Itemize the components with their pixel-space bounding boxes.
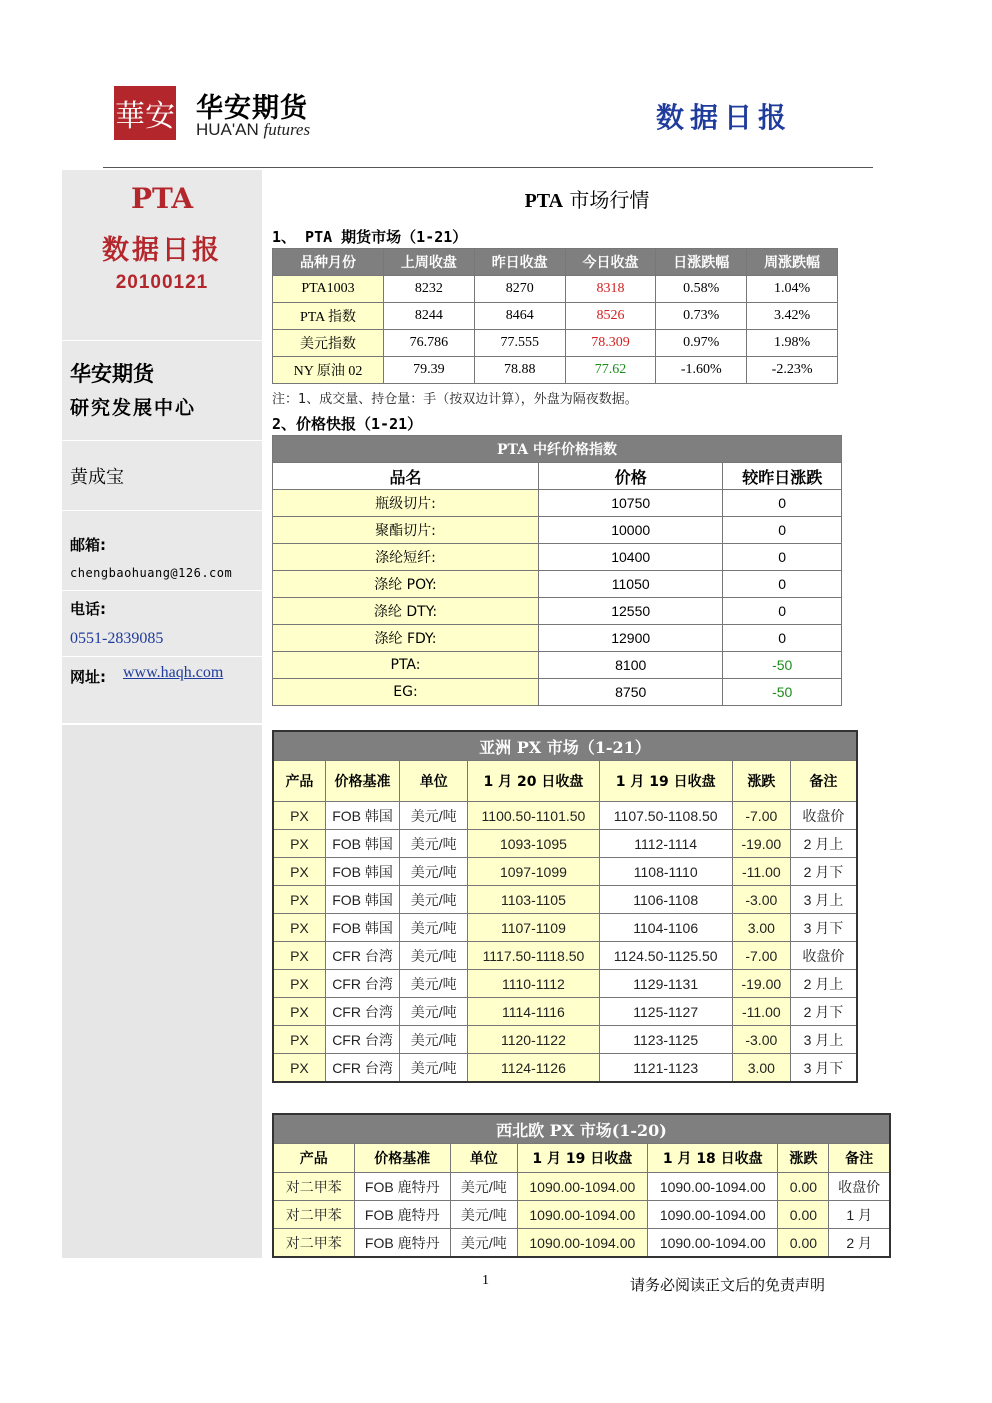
- sidebar-product: PTA: [130, 182, 194, 215]
- table-cell: 1093-1095: [468, 830, 599, 858]
- table-cell: 0.00: [778, 1229, 829, 1258]
- column-header: 品名: [273, 463, 539, 490]
- table-cell: -3.00: [732, 1026, 790, 1054]
- table-cell: 1090.00-1094.00: [648, 1201, 778, 1229]
- column-header: 1 月 20 日收盘: [468, 761, 599, 802]
- column-header: 价格基准: [354, 1144, 450, 1173]
- table-cell: 对二甲苯: [273, 1201, 354, 1229]
- table-cell: 聚酯切片:: [273, 517, 539, 544]
- column-header: 1 月 18 日收盘: [648, 1144, 778, 1173]
- table-cell: 1097-1099: [468, 858, 599, 886]
- futures-table: [272, 248, 838, 384]
- table-cell: 0: [723, 490, 842, 517]
- table-cell: 2 月下: [790, 858, 857, 886]
- table-row: [273, 830, 857, 858]
- table-row: [273, 886, 857, 914]
- company-name-en-b: futures: [263, 120, 311, 139]
- table-cell: 1123-1125: [599, 1026, 732, 1054]
- table-cell: NY 原油 02: [273, 357, 384, 384]
- column-header: 价格基准: [325, 761, 399, 802]
- table-cell: 12900: [539, 625, 723, 652]
- table-cell: 8526: [565, 303, 656, 330]
- table-cell: PX: [273, 830, 325, 858]
- table-cell: 对二甲苯: [273, 1229, 354, 1258]
- table-cell: 美元/吨: [400, 858, 468, 886]
- table-row: [273, 1229, 890, 1258]
- column-header: 今日收盘: [565, 249, 656, 276]
- table-cell: 1112-1114: [599, 830, 732, 858]
- table-cell: 1104-1106: [599, 914, 732, 942]
- table-cell: 79.39: [384, 357, 475, 384]
- table-cell: 1117.50-1118.50: [468, 942, 599, 970]
- company-logo-seal: 華安: [114, 86, 176, 140]
- table-cell: 1090.00-1094.00: [517, 1201, 647, 1229]
- table-cell: 8270: [474, 276, 565, 303]
- table-cell: 3.42%: [747, 303, 838, 330]
- email-label: 邮箱:: [70, 536, 106, 554]
- table-cell: 3 月上: [790, 886, 857, 914]
- price-index-table: [272, 435, 842, 706]
- table-cell: 10000: [539, 517, 723, 544]
- table-row: [273, 544, 842, 571]
- sidebar-divider: [62, 510, 262, 511]
- sidebar-divider: [62, 590, 262, 591]
- table-cell: 美元/吨: [450, 1201, 517, 1229]
- table-row: [273, 914, 857, 942]
- table-header-row: [273, 249, 838, 276]
- sidebar-author: 黄成宝: [70, 467, 124, 488]
- table-cell: FOB 韩国: [325, 914, 399, 942]
- table-caption: 西北欧 PX 市场(1-20): [273, 1114, 890, 1144]
- sidebar-separator: [62, 723, 262, 725]
- page-number: 1: [482, 1273, 489, 1288]
- table-cell: CFR 台湾: [325, 942, 399, 970]
- disclaimer-note: 请务必阅读正文后的免责声明: [630, 1276, 826, 1294]
- table-cell: -3.00: [732, 886, 790, 914]
- table-cell: 8318: [565, 276, 656, 303]
- table-cell: 1120-1122: [468, 1026, 599, 1054]
- table-cell: FOB 韩国: [325, 886, 399, 914]
- table-cell: PX: [273, 1054, 325, 1083]
- table-cell: 1107.50-1108.50: [599, 802, 732, 830]
- table-cell: 美元/吨: [400, 830, 468, 858]
- table-row: [273, 517, 842, 544]
- table-cell: 收盘价: [790, 942, 857, 970]
- table-cell: FOB 鹿特丹: [354, 1229, 450, 1258]
- table-row: [273, 802, 857, 830]
- table-cell: -11.00: [732, 998, 790, 1026]
- table-cell: 1114-1116: [468, 998, 599, 1026]
- table-cell: 3 月上: [790, 1026, 857, 1054]
- table-cell: 76.786: [384, 330, 475, 357]
- table-cell: PTA1003: [273, 276, 384, 303]
- table-cell: FOB 韩国: [325, 858, 399, 886]
- table-cell: 8464: [474, 303, 565, 330]
- table-cell: 78.309: [565, 330, 656, 357]
- table-row: [273, 1201, 890, 1229]
- table-cell: PX: [273, 858, 325, 886]
- table-cell: 美元/吨: [400, 802, 468, 830]
- table-cell: 美元/吨: [400, 970, 468, 998]
- table-cell: 78.88: [474, 357, 565, 384]
- table-cell: 1106-1108: [599, 886, 732, 914]
- table-cell: -7.00: [732, 942, 790, 970]
- table-cell: -11.00: [732, 858, 790, 886]
- section-heading-price: 2、价格快报（1-21）: [272, 415, 423, 433]
- table-cell: 1090.00-1094.00: [648, 1173, 778, 1201]
- table-cell: FOB 韩国: [325, 830, 399, 858]
- table-cell: FOB 韩国: [325, 802, 399, 830]
- phone-value: 0551-2839085: [70, 630, 164, 647]
- table-cell: 3.00: [732, 914, 790, 942]
- column-header: 产品: [273, 1144, 354, 1173]
- sidebar-divider: [62, 340, 262, 341]
- sidebar-divider: [62, 656, 262, 657]
- table-cell: 对二甲苯: [273, 1173, 354, 1201]
- table-cell: 2 月: [829, 1229, 890, 1258]
- table-cell: 0: [723, 625, 842, 652]
- table-row: [273, 625, 842, 652]
- table-cell: 1.98%: [747, 330, 838, 357]
- table-cell: 1090.00-1094.00: [648, 1229, 778, 1258]
- table-cell: 8232: [384, 276, 475, 303]
- table-cell: 0.00: [778, 1173, 829, 1201]
- table-cell: 收盘价: [829, 1173, 890, 1201]
- column-header: 产品: [273, 761, 325, 802]
- sidebar-org-dept: 研究发展中心: [70, 397, 197, 419]
- section-heading-futures: 1、 PTA 期货市场（1-21）: [272, 228, 468, 246]
- table-row: [273, 679, 842, 706]
- table-cell: 瓶级切片:: [273, 490, 539, 517]
- table-cell: 8244: [384, 303, 475, 330]
- table-cell: 1108-1110: [599, 858, 732, 886]
- table-cell: CFR 台湾: [325, 1026, 399, 1054]
- table-cell: 2 月上: [790, 970, 857, 998]
- table-cell: 0: [723, 544, 842, 571]
- column-header: 较昨日涨跌: [723, 463, 842, 490]
- table-row: [273, 276, 838, 303]
- table-cell: 美元/吨: [400, 886, 468, 914]
- column-header: 日涨跌幅: [656, 249, 747, 276]
- table-cell: 77.62: [565, 357, 656, 384]
- table-cell: 1124-1126: [468, 1054, 599, 1083]
- column-header: 备注: [829, 1144, 890, 1173]
- table-row: [273, 942, 857, 970]
- sidebar-date: 20100121: [115, 272, 209, 293]
- table-cell: -7.00: [732, 802, 790, 830]
- table-row: [273, 858, 857, 886]
- table-cell: 涤纶 DTY:: [273, 598, 539, 625]
- table-cell: PTA 指数: [273, 303, 384, 330]
- sidebar-report-name: 数据日报: [102, 235, 222, 266]
- table-cell: 0.58%: [656, 276, 747, 303]
- column-header: 周涨跌幅: [747, 249, 838, 276]
- table-cell: 8100: [539, 652, 723, 679]
- table-cell: 0.97%: [656, 330, 747, 357]
- table-row: [273, 598, 842, 625]
- table-cell: 收盘价: [790, 802, 857, 830]
- table-cell: EG:: [273, 679, 539, 706]
- table-cell: 0: [723, 517, 842, 544]
- table-cell: 美元/吨: [450, 1173, 517, 1201]
- table-cell: 1129-1131: [599, 970, 732, 998]
- table-cell: FOB 鹿特丹: [354, 1173, 450, 1201]
- table-cell: 美元/吨: [450, 1229, 517, 1258]
- column-header: 涨跌: [732, 761, 790, 802]
- table-row: [273, 303, 838, 330]
- table-cell: 8750: [539, 679, 723, 706]
- table-cell: 11050: [539, 571, 723, 598]
- main-title: [272, 184, 902, 213]
- report-title: 数据日报: [656, 101, 793, 134]
- column-header: 上周收盘: [384, 249, 475, 276]
- table-row: [273, 1026, 857, 1054]
- table-row: [273, 1054, 857, 1083]
- table-cell: 美元/吨: [400, 998, 468, 1026]
- table-note: 注：1、成交量、持仓量：手（按双边计算），外盘为隔夜数据。: [272, 392, 638, 407]
- table-row: [273, 970, 857, 998]
- column-header: 涨跌: [778, 1144, 829, 1173]
- table-cell: -50: [723, 679, 842, 706]
- table-cell: PX: [273, 970, 325, 998]
- table-cell: 3 月下: [790, 1054, 857, 1083]
- table-cell: PX: [273, 1026, 325, 1054]
- table-header-row: [273, 1144, 890, 1173]
- company-name-cn: 华安期货: [196, 93, 308, 124]
- table-cell: 美元/吨: [400, 1026, 468, 1054]
- asia-px-table: [272, 730, 858, 1083]
- table-cell: 涤纶 FDY:: [273, 625, 539, 652]
- table-cell: 10750: [539, 490, 723, 517]
- table-header-row: [273, 761, 857, 802]
- table-caption: 亚洲 PX 市场（1-21）: [273, 731, 857, 761]
- main-title-text: 市场行情: [563, 188, 650, 212]
- table-cell: 1100.50-1101.50: [468, 802, 599, 830]
- table-cell: 涤纶短纤:: [273, 544, 539, 571]
- table-row: [273, 1173, 890, 1201]
- table-cell: PX: [273, 998, 325, 1026]
- main-title-product: PTA: [524, 190, 564, 212]
- table-cell: CFR 台湾: [325, 998, 399, 1026]
- table-cell: 3.00: [732, 1054, 790, 1083]
- table-cell: 1107-1109: [468, 914, 599, 942]
- table-row: [273, 330, 838, 357]
- table-cell: 10400: [539, 544, 723, 571]
- table-cell: PTA:: [273, 652, 539, 679]
- table-cell: 1110-1112: [468, 970, 599, 998]
- table-row: [273, 357, 838, 384]
- table-caption: PTA 中纤价格指数: [273, 436, 842, 463]
- table-cell: -2.23%: [747, 357, 838, 384]
- table-cell: 涤纶 POY:: [273, 571, 539, 598]
- table-header-row: [273, 463, 842, 490]
- column-header: 1 月 19 日收盘: [517, 1144, 647, 1173]
- company-name-en: [196, 120, 310, 140]
- website-label: 网址:: [70, 668, 106, 686]
- table-cell: FOB 鹿特丹: [354, 1201, 450, 1229]
- table-cell: 77.555: [474, 330, 565, 357]
- table-cell: 美元指数: [273, 330, 384, 357]
- table-cell: 1103-1105: [468, 886, 599, 914]
- sidebar-divider: [62, 440, 262, 441]
- table-row: [273, 490, 842, 517]
- table-cell: PX: [273, 886, 325, 914]
- table-cell: 1125-1127: [599, 998, 732, 1026]
- table-cell: 3 月下: [790, 914, 857, 942]
- table-cell: CFR 台湾: [325, 970, 399, 998]
- column-header: 昨日收盘: [474, 249, 565, 276]
- table-cell: 0: [723, 598, 842, 625]
- header-divider: [103, 167, 873, 168]
- phone-label: 电话:: [70, 600, 106, 618]
- table-cell: 2 月下: [790, 998, 857, 1026]
- table-cell: 美元/吨: [400, 914, 468, 942]
- table-cell: 1.04%: [747, 276, 838, 303]
- column-header: 备注: [790, 761, 857, 802]
- column-header: 品种月份: [273, 249, 384, 276]
- email-value[interactable]: chengbaohuang@126.com: [70, 566, 233, 580]
- column-header: 单位: [450, 1144, 517, 1173]
- table-cell: CFR 台湾: [325, 1054, 399, 1083]
- table-cell: 12550: [539, 598, 723, 625]
- nwe-px-table: [272, 1113, 891, 1258]
- company-name-en-a: HUA'AN: [196, 120, 259, 139]
- table-cell: -19.00: [732, 970, 790, 998]
- table-cell: 1 月: [829, 1201, 890, 1229]
- column-header: 价格: [539, 463, 723, 490]
- table-cell: 2 月上: [790, 830, 857, 858]
- table-cell: 美元/吨: [400, 1054, 468, 1083]
- table-cell: -19.00: [732, 830, 790, 858]
- website-link[interactable]: www.haqh.com: [123, 664, 224, 681]
- table-cell: PX: [273, 914, 325, 942]
- table-cell: -50: [723, 652, 842, 679]
- table-row: [273, 571, 842, 598]
- table-cell: 0.00: [778, 1201, 829, 1229]
- table-cell: 1090.00-1094.00: [517, 1229, 647, 1258]
- column-header: 1 月 19 日收盘: [599, 761, 732, 802]
- table-cell: 1121-1123: [599, 1054, 732, 1083]
- table-cell: -1.60%: [656, 357, 747, 384]
- table-cell: 美元/吨: [400, 942, 468, 970]
- table-cell: 1124.50-1125.50: [599, 942, 732, 970]
- table-cell: 0.73%: [656, 303, 747, 330]
- sidebar-org-name: 华安期货: [70, 362, 154, 386]
- table-row: [273, 998, 857, 1026]
- table-cell: PX: [273, 802, 325, 830]
- table-row: [273, 652, 842, 679]
- table-cell: 0: [723, 571, 842, 598]
- column-header: 单位: [400, 761, 468, 802]
- table-cell: 1090.00-1094.00: [517, 1173, 647, 1201]
- table-cell: PX: [273, 942, 325, 970]
